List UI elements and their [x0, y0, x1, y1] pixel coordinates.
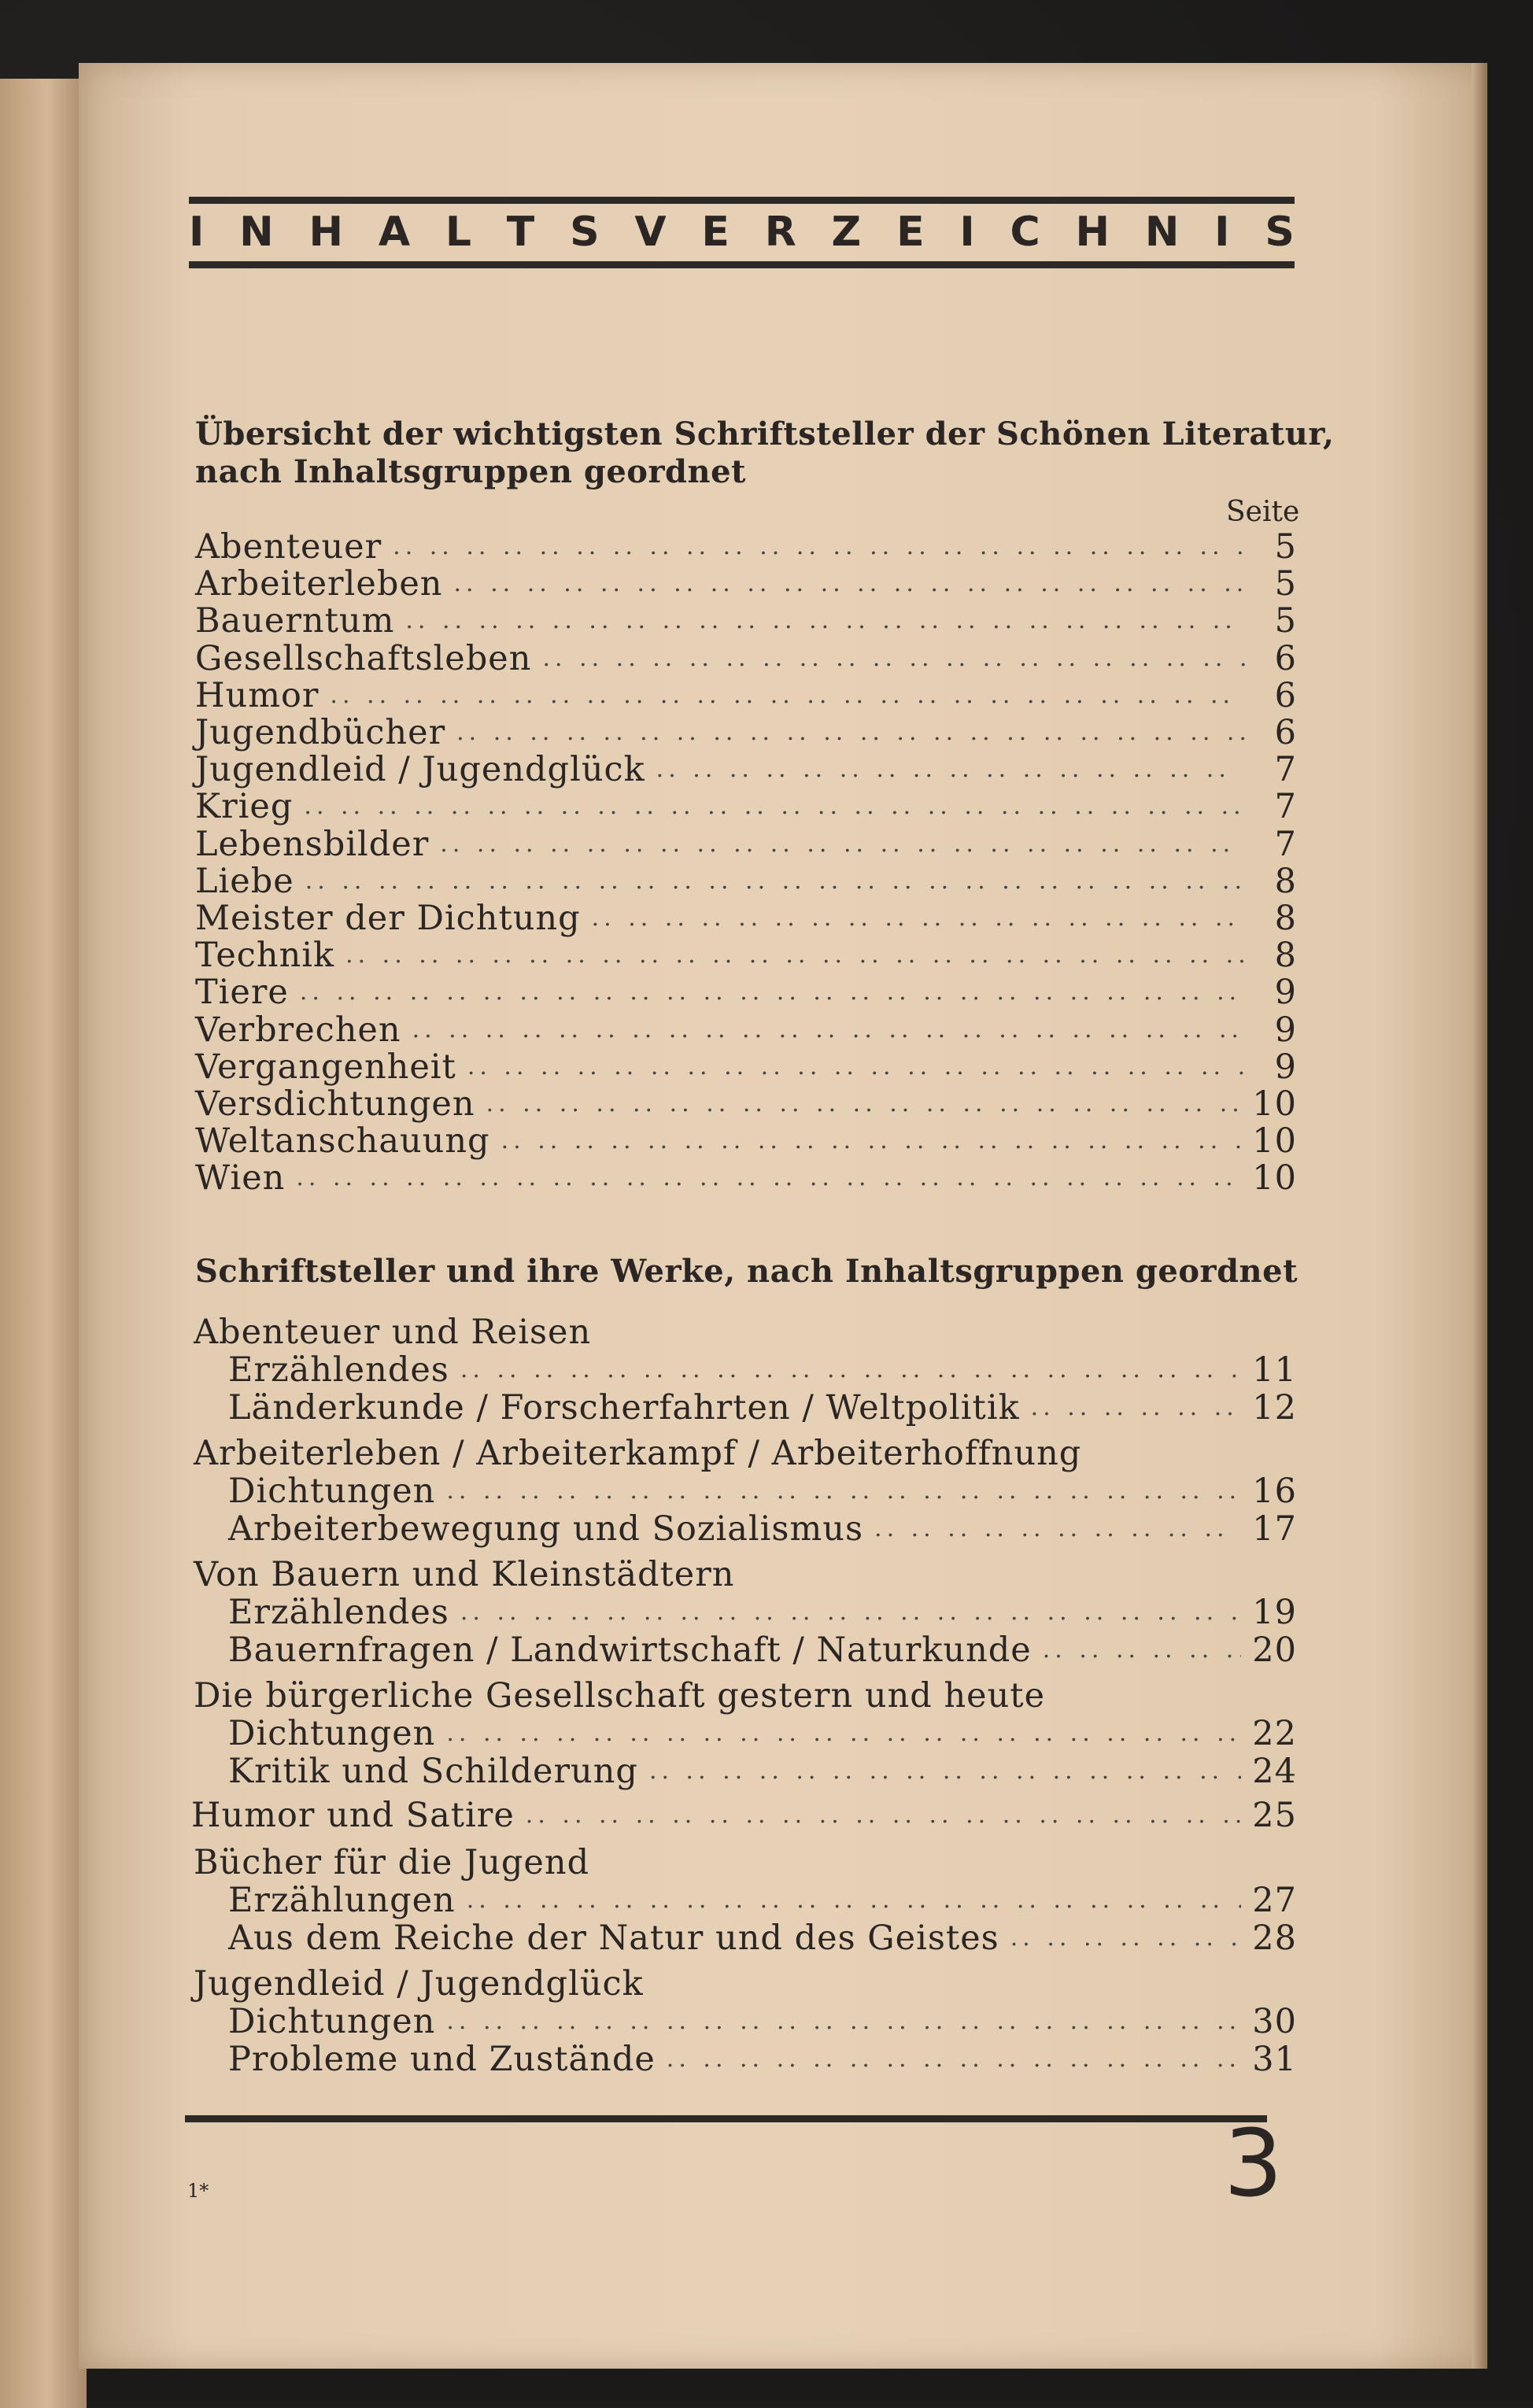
dot-leader [667, 2045, 1241, 2073]
dot-leader [446, 1719, 1241, 1747]
toc-entry [195, 566, 1297, 604]
toc-entry [195, 1160, 1297, 1198]
entry-label: Aus dem Reiche der Natur und des Geistes [228, 1919, 999, 1958]
title-letter: L [445, 209, 471, 256]
entry-page: 11 [1252, 1350, 1297, 1390]
toc-entry [195, 1012, 1297, 1050]
title-letter: S [1265, 209, 1295, 256]
dot-leader [405, 607, 1245, 634]
dot-leader [305, 867, 1245, 895]
title-letter: E [896, 209, 925, 256]
entry-label: Erzählungen [228, 1881, 456, 1920]
toc-category: Abenteuer und Reisen [194, 1313, 592, 1352]
dot-leader [1031, 1394, 1242, 1421]
entry-page: 10 [1252, 1121, 1297, 1162]
dot-leader [393, 533, 1245, 560]
dot-leader [300, 978, 1245, 1006]
footer-rule [185, 2115, 1267, 2122]
dot-leader [345, 941, 1245, 969]
toc-entry [195, 715, 1297, 752]
entry-page: 6 [1274, 713, 1297, 752]
toc-entry [195, 638, 1297, 678]
toc-subentry [228, 2041, 1297, 2079]
title-letter: I [1214, 209, 1230, 256]
title-top-rule [189, 197, 1295, 204]
section2-heading: Schriftsteller und ihre Werke, nach Inhaltsgruppen geordnet [195, 1253, 1298, 1290]
title-bottom-rule [189, 261, 1295, 268]
toc-entry [195, 863, 1297, 901]
entry-page: 7 [1274, 750, 1297, 790]
entry-page: 27 [1252, 1881, 1297, 1920]
entry-page: 5 [1274, 564, 1297, 604]
toc-subentry [228, 1753, 1297, 1791]
entry-label: Weltanschauung [195, 1121, 490, 1162]
entry-label: Länderkunde / Forscherfahrten / Weltpolitik [228, 1388, 1020, 1427]
facing-page-edge [0, 79, 87, 2408]
entry-page: 31 [1252, 2040, 1297, 2079]
title-letter: H [308, 209, 344, 256]
entry-page: 9 [1274, 1010, 1297, 1050]
dot-leader [412, 1016, 1245, 1043]
title-letter: H [1075, 209, 1110, 256]
entry-label: Bauernfragen / Landwirtschaft / Naturkunde [228, 1631, 1032, 1670]
title-letter: I [959, 209, 975, 256]
dot-leader [656, 755, 1245, 783]
title-letter: C [1010, 209, 1040, 256]
book-page [79, 63, 1487, 2369]
toc-entry [195, 937, 1297, 975]
dot-leader [467, 1053, 1245, 1080]
toc-category: Arbeiterleben / Arbeiterkampf / Arbeiterhoffnung [194, 1434, 1082, 1473]
dot-leader [446, 1477, 1241, 1505]
toc-entry [195, 974, 1297, 1012]
entry-label: Vergangenheit [195, 1047, 456, 1087]
dot-leader [460, 1598, 1241, 1626]
entry-page: 9 [1274, 973, 1297, 1013]
dot-leader [592, 904, 1245, 932]
toc-category: Bücher für die Jugend [194, 1843, 590, 1882]
entry-label: Arbeiterleben [195, 564, 443, 604]
page-number: 3 [1224, 2109, 1284, 2218]
entry-page: 25 [1252, 1796, 1297, 1835]
dot-leader [446, 2007, 1241, 2035]
page-content [79, 63, 1487, 2369]
dot-leader [456, 718, 1245, 746]
entry-page: 5 [1274, 601, 1297, 641]
toc-subentry [228, 1594, 1297, 1632]
entry-label: Jugendbücher [195, 713, 446, 752]
entry-label: Dichtungen [228, 2002, 436, 2041]
dot-leader [486, 1090, 1242, 1117]
entry-label: Jugendleid / Jugendglück [195, 750, 645, 790]
entry-page: 30 [1252, 2002, 1297, 2041]
toc-subentry [228, 1920, 1297, 1958]
entry-label: Dichtungen [228, 1714, 436, 1753]
dot-leader [501, 1127, 1242, 1154]
title-letter: R [764, 209, 796, 256]
toc-category: Jugendleid / Jugendglück [194, 1964, 644, 2004]
title-letter: T [506, 209, 535, 256]
entry-page: 6 [1274, 638, 1297, 678]
entry-label: Arbeiterbewegung und Sozialismus [228, 1509, 864, 1549]
entry-page: 16 [1252, 1472, 1297, 1511]
entry-label: Krieg [195, 787, 294, 827]
title-letter: Z [831, 209, 862, 256]
dot-leader [460, 1356, 1241, 1383]
toc-entry [195, 675, 1297, 715]
toc-entry [195, 603, 1297, 641]
toc-entry [195, 900, 1297, 938]
entry-label: Dichtungen [228, 1472, 436, 1511]
dot-leader [649, 1757, 1241, 1785]
entry-page: 8 [1274, 899, 1297, 938]
entry-label: Humor [195, 675, 320, 715]
entry-page: 5 [1274, 527, 1297, 567]
toc-subentry [228, 2004, 1297, 2041]
entry-label: Bauerntum [195, 601, 395, 641]
title-letter: N [239, 209, 274, 256]
dot-leader [1010, 1924, 1242, 1952]
entry-label: Abenteuer [195, 527, 382, 567]
toc-entry [195, 1049, 1297, 1087]
title-letter: A [378, 209, 411, 256]
entry-label: Meister der Dichtung [195, 899, 581, 938]
title-letter: I [189, 209, 205, 256]
dot-leader [304, 792, 1245, 820]
entry-page: 10 [1252, 1158, 1297, 1198]
toc-category: Die bürgerliche Gesellschaft gestern und heute [194, 1676, 1046, 1716]
toc-entry [195, 1086, 1297, 1124]
dot-leader [453, 570, 1245, 597]
section1-heading-line1: Übersicht der wichtigsten Schriftsteller der Schönen Literatur, [195, 415, 1335, 452]
entry-label: Versdichtungen [195, 1084, 475, 1124]
toc-category: Von Bauern und Kleinstädtern [194, 1555, 735, 1594]
page-edge [1472, 63, 1487, 2369]
entry-page: 7 [1274, 787, 1297, 827]
toc-entry [195, 826, 1297, 864]
entry-page: 20 [1252, 1631, 1297, 1670]
entry-label: Probleme und Zustände [228, 2040, 656, 2079]
entry-label: Liebe [195, 861, 294, 901]
toc-subentry [228, 1632, 1297, 1670]
title-letter: S [570, 209, 600, 256]
entry-label: Humor und Satire [191, 1796, 515, 1835]
toc-subentry [228, 1473, 1297, 1511]
dot-leader [440, 830, 1245, 858]
entry-label: Technik [195, 936, 335, 976]
page-title [189, 209, 1295, 256]
section1-heading-line2: nach Inhaltsgruppen geordnet [195, 453, 747, 490]
toc-category-entry [191, 1797, 1297, 1835]
seite-label: Seite [1226, 496, 1300, 528]
entry-page: 6 [1274, 675, 1297, 715]
toc-entry [195, 752, 1297, 789]
dot-leader [296, 1164, 1241, 1191]
entry-page: 22 [1252, 1714, 1297, 1753]
entry-label: Kritik und Schilderung [228, 1752, 638, 1791]
toc-subentry [228, 1882, 1297, 1920]
entry-label: Lebensbilder [195, 824, 430, 864]
entry-label: Wien [195, 1158, 286, 1198]
entry-label: Erzählendes [228, 1593, 449, 1632]
entry-page: 24 [1252, 1752, 1297, 1791]
title-letter: E [701, 209, 730, 256]
toc-entry [195, 789, 1297, 826]
toc-entry [195, 1123, 1297, 1161]
dot-leader [330, 681, 1245, 709]
dot-leader [526, 1801, 1241, 1829]
dot-leader [1043, 1636, 1242, 1664]
entry-page: 12 [1252, 1388, 1297, 1427]
entry-label: Verbrechen [195, 1010, 401, 1050]
entry-page: 8 [1274, 936, 1297, 976]
entry-page: 28 [1252, 1919, 1297, 1958]
entry-label: Tiere [195, 973, 289, 1013]
entry-page: 9 [1274, 1047, 1297, 1087]
toc-subentry [228, 1716, 1297, 1753]
entry-page: 19 [1252, 1593, 1297, 1632]
title-letter: N [1144, 209, 1180, 256]
entry-page: 17 [1252, 1509, 1297, 1549]
entry-page: 8 [1274, 861, 1297, 901]
dot-leader [542, 644, 1245, 672]
title-letter: V [634, 209, 667, 256]
entry-label: Gesellschaftsleben [195, 638, 532, 678]
toc-entry [195, 529, 1297, 567]
entry-label: Erzählendes [228, 1350, 449, 1390]
signature-mark: 1* [187, 2180, 209, 2202]
dot-leader [874, 1515, 1241, 1542]
entry-page: 7 [1274, 824, 1297, 864]
toc-subentry [228, 1511, 1297, 1549]
dot-leader [467, 1886, 1242, 1914]
toc-subentry [228, 1352, 1297, 1390]
toc-subentry [228, 1390, 1297, 1427]
entry-page: 10 [1252, 1084, 1297, 1124]
